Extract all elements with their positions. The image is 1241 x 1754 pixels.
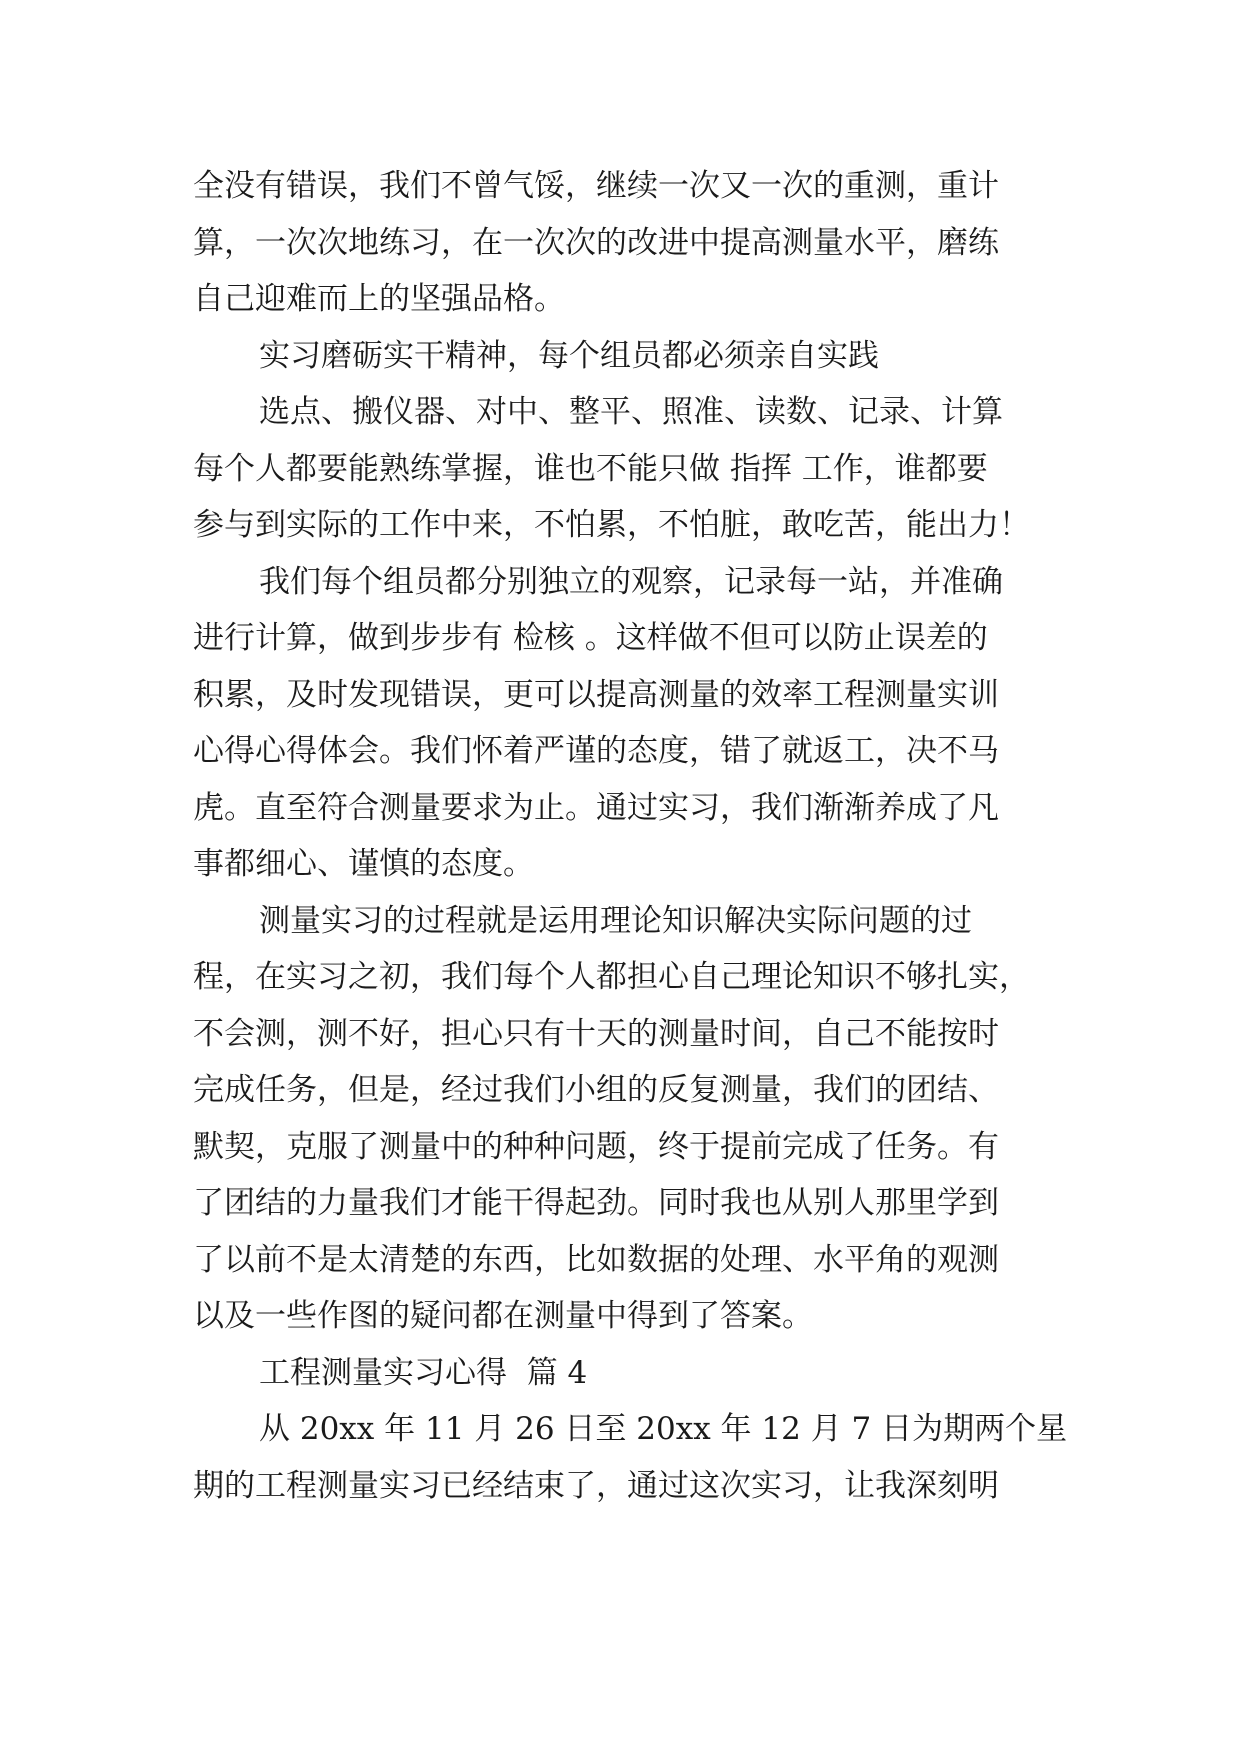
text-line: 程，在实习之初，我们每个人都担心自己理论知识不够扎实，	[193, 959, 1030, 995]
text-line: 我们每个组员都分别独立的观察，记录每一站，并准确	[259, 563, 1003, 600]
text-line: 算，一次次地练习，在一次次的改进中提高测量水平，磨练	[193, 224, 999, 261]
text-line: 选点、搬仪器、对中、整平、照准、读数、记录、计算	[259, 394, 1003, 430]
text-line: 虎。直至符合测量要求为止。通过实习，我们渐渐养成了凡	[193, 789, 999, 826]
text-line: 积累，及时发现错误，更可以提高测量的效率工程测量实训	[193, 676, 999, 713]
text-line: 默契，克服了测量中的种种问题，终于提前完成了任务。有	[193, 1128, 999, 1165]
document-body	[193, 158, 1073, 1514]
text-line: 不会测，测不好，担心只有十天的测量时间，自己不能按时	[193, 1015, 999, 1052]
text-line: 以及一些作图的疑问都在测量中得到了答案。	[193, 1298, 813, 1334]
text-line: 测量实习的过程就是运用理论知识解决实际问题的过	[259, 902, 972, 939]
text-line: 心得心得体会。我们怀着严谨的态度，错了就返工，决不马	[193, 733, 999, 769]
text-line: 从 20xx 年 11 月 26 日至 20xx 年 12 月 7 日为期两个星	[259, 1411, 1068, 1447]
text-line: 了以前不是太清楚的东西，比如数据的处理、水平角的观测	[193, 1241, 999, 1278]
text-line: 每个人都要能熟练掌握，谁也不能只做 指挥 工作，谁都要	[193, 450, 988, 487]
text-line: 事都细心、谨慎的态度。	[193, 846, 534, 882]
text-line: 参与到实际的工作中来，不怕累，不怕脏，敢吃苦，能出力！	[193, 507, 1030, 543]
section-heading: 工程测量实习心得 篇 4	[259, 1354, 588, 1391]
text-line: 自己迎难而上的坚强品格。	[193, 281, 565, 317]
text-line: 实习磨砺实干精神，每个组员都必须亲自实践	[259, 337, 879, 374]
text-line: 期的工程测量实习已经结束了，通过这次实习，让我深刻明	[193, 1467, 999, 1504]
text-line: 进行计算，做到步步有 检核 。这样做不但可以防止误差的	[193, 620, 988, 656]
text-line: 全没有错误，我们不曾气馁，继续一次又一次的重测，重计	[193, 168, 999, 204]
text-line: 了团结的力量我们才能干得起劲。同时我也从别人那里学到	[193, 1185, 999, 1221]
text-line: 完成任务，但是，经过我们小组的反复测量，我们的团结、	[193, 1072, 999, 1108]
